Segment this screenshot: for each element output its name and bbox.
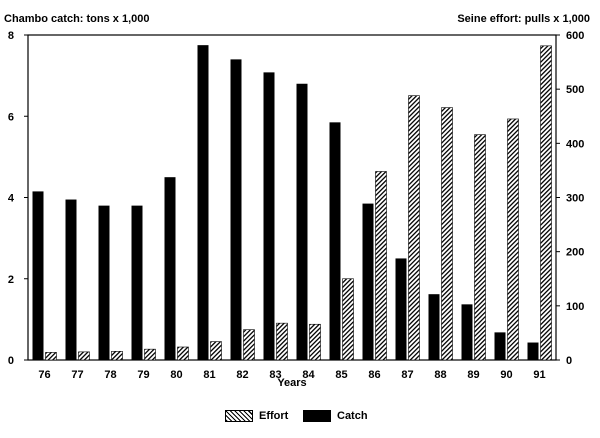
effort-bar (508, 119, 519, 360)
x-tick-label: 91 (533, 369, 546, 381)
catch-bar (330, 122, 341, 360)
x-tick-label: 79 (137, 369, 150, 381)
right-tick-label: 200 (566, 246, 585, 259)
catch-bar (462, 304, 473, 360)
effort-bar (343, 279, 354, 360)
catch-bar (429, 294, 440, 360)
effort-bar (178, 347, 189, 360)
effort-bar (211, 342, 222, 360)
catch-bar (495, 332, 506, 360)
x-tick-label: 84 (302, 369, 315, 381)
catch-bar (363, 204, 374, 360)
x-axis-label: Years (277, 377, 307, 389)
left-tick-label: 0 (7, 355, 14, 367)
left-tick-label: 6 (7, 111, 14, 124)
right-tick-label: 400 (566, 138, 585, 151)
right-tick-label: 500 (566, 84, 585, 97)
legend-item-effort (225, 410, 288, 422)
effort-bar (475, 135, 486, 360)
right-tick-label: 300 (566, 192, 585, 205)
x-tick-label: 82 (236, 369, 249, 381)
left-axis-title: Chambo catch: tons x 1,000 (4, 13, 150, 25)
legend-item-catch (303, 410, 368, 422)
x-tick-label: 85 (335, 369, 348, 381)
x-tick-label: 80 (170, 369, 183, 381)
legend-label-catch: Catch (337, 410, 368, 422)
effort-bar (112, 351, 123, 360)
left-tick-label: 2 (7, 273, 14, 286)
effort-bar (46, 352, 57, 360)
effort-bar (409, 96, 420, 360)
effort-bar (310, 324, 321, 360)
x-tick-label: 83 (269, 369, 282, 381)
effort-bar (145, 349, 156, 360)
left-tick-label: 8 (7, 30, 14, 42)
right-tick-label: 100 (566, 300, 585, 313)
x-tick-label: 87 (401, 369, 414, 381)
x-tick-label: 81 (203, 369, 216, 381)
legend-swatch-catch (303, 410, 331, 422)
left-tick-label: 4 (7, 192, 14, 205)
x-tick-label: 90 (500, 369, 513, 381)
catch-bar (198, 45, 209, 360)
effort-bar (79, 352, 90, 360)
catch-bar (66, 200, 77, 360)
catch-bar (33, 191, 44, 360)
legend-swatch-effort (225, 410, 253, 422)
x-tick-label: 77 (71, 369, 84, 381)
effort-bar (442, 108, 453, 360)
catch-bar (396, 258, 407, 360)
effort-bar (277, 323, 288, 360)
x-tick-label: 86 (368, 369, 381, 381)
catch-bar (99, 206, 110, 360)
x-tick-label: 88 (434, 369, 447, 381)
catch-bar (231, 59, 242, 360)
right-tick-label: 0 (566, 355, 573, 367)
catch-bar (132, 206, 143, 360)
x-tick-label: 89 (467, 369, 480, 381)
right-axis-title: Seine effort: pulls x 1,000 (457, 13, 590, 25)
catch-bar (528, 343, 539, 360)
catch-bar (264, 72, 275, 360)
effort-bar (541, 46, 552, 360)
x-tick-label: 78 (104, 369, 117, 381)
x-tick-label: 76 (38, 369, 51, 381)
effort-bar (244, 330, 255, 360)
effort-bar (376, 172, 387, 361)
catch-bar (165, 177, 176, 360)
right-tick-label: 600 (566, 30, 585, 42)
catch-bar (297, 84, 308, 360)
legend-label-effort: Effort (259, 410, 289, 422)
